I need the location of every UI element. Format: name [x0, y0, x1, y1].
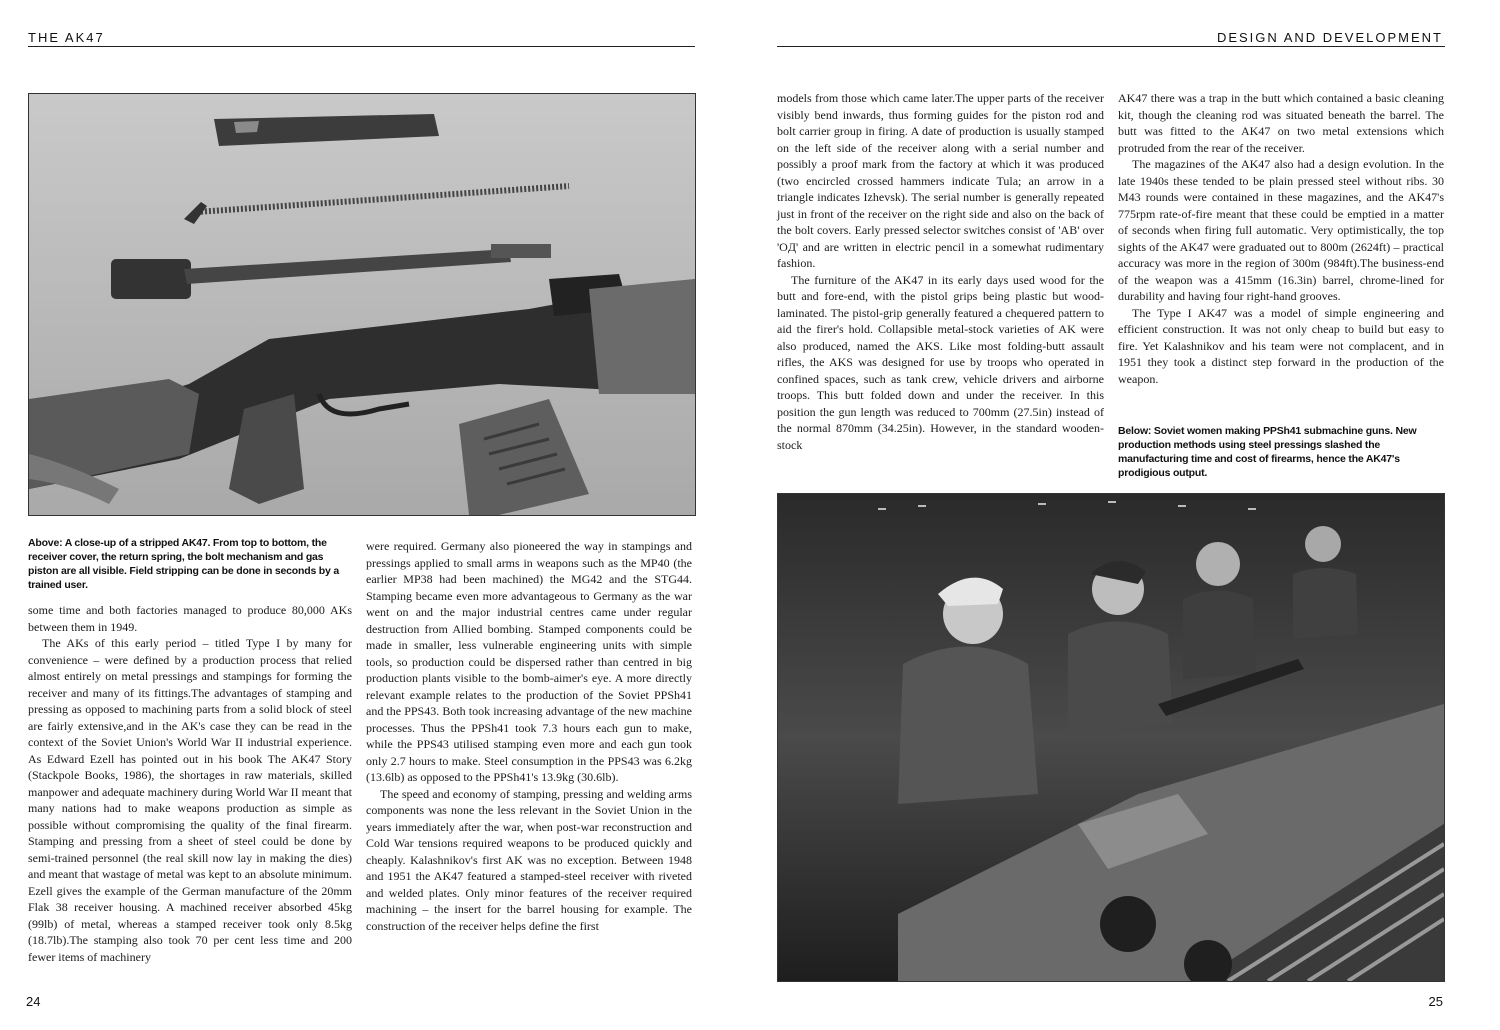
page-number-left: 24 — [26, 994, 41, 1009]
photo-caption-bottom: Below: Soviet women making PPSh41 submachine guns. New production methods using steel pressings slashed the manufacturing time and cost of firearms, hence the AK47's prodigious output. — [1118, 425, 1417, 479]
running-head-right: DESIGN AND DEVELOPMENT — [1216, 30, 1443, 45]
paragraph: models from those which came later.The upper parts of the receiver visibly bend inwards, thus forming guides for the piston rod and bolt carrier group in firing. A date of production is usually stamped on the left side of the receiver along with a serial number and possibly a proof mark from the factory at which it was produced (two encircled crossed hammers indicate Tula; an arrow in a triangle indicates Izhevsk). The serial number is generally repeated just in front of the receiver on the right side and also on the back of the bolt covers. Early pressed selector switches consist of 'AB' over 'OД' and are written in electric pencil in a somewhat rudimentary fashion. — [777, 91, 1104, 270]
paragraph: were required. Germany also pioneered the way in stampings and pressings applied to small arms in weapons such as the MP40 (the earlier MP38 had been machined) the MG42 and the STG44. Stamping became even more advantageous to Germany as the war went on and the major industrial centres came under regular destruction from Allied bombing. Stamped components could be made in smaller, less vulnerable engineering units with simple tools, so production could be dispersed rather than centred in big production plants visible to the bomb-aimer's eye. A more directly relevant example relates to the production of the Soviet PPSh41 and the PPS43. Both took increasing advantage of the new machine processes. Thus the PPSh41 took 7.3 hours each gun to make, while the PPS43 utilised stamping even more and each gun took only 2.7 hours to make. Steel consumption in the PPS43 was 6.2kg (13.6lb) as opposed to the PPSh41's 13.9kg (30.6lb). — [366, 539, 692, 784]
bolt-mechanism — [111, 259, 191, 299]
paragraph: The speed and economy of stamping, pressing and welding arms components was none the less relevant in the Soviet Union in the years immediately after the war, when post-war reconstruction and Cold War tensions required weapons to be produced quickly and cheaply. Kalashnikov's first AK was no exception. Between 1948 and 1951 the AK47 featured a stamped-steel receiver with riveted and welded plates. Only minor features of the receiver required machining – the insert for the barrel housing for example. The construction of the receiver helps define the first — [366, 786, 692, 933]
paragraph: The magazines of the AK47 also had a design evolution. In the late 1940s these tended to be plain pressed steel without ribs. 30 M43 rounds were contained in these magazines, and the AK47's 775rpm rate-of-fire meant that these could be emptied in a matter of seconds when firing full automatic. Very optimistically, the top sights of the AK47 were graduated out to 800m (2624ft) – practical accuracy was more in the region of 300m (984ft).The business-end of the weapon was a 415mm (16.3in) barrel, chrome-lined for durability and having four right-hand grooves. — [1118, 157, 1444, 303]
paragraph: AK47 there was a trap in the butt which contained a basic cleaning kit, though the cleaning rod was situated beneath the barrel. The butt was fitted to the AK47 on two metal extensions which protruded from the rear of the receiver. — [1118, 91, 1444, 155]
header-rule-right — [777, 46, 1445, 47]
header-rule-left — [28, 46, 695, 47]
text-column-2 — [366, 538, 692, 934]
text-column-4 — [1118, 90, 1444, 387]
factory-workers-photo — [777, 493, 1445, 982]
right-page — [750, 0, 1500, 1030]
photo-caption-top: Above: A close-up of a stripped AK47. From top to bottom, the receiver cover, the return spring, the bolt mechanism and gas piston are all visible. Field stripping can be done in seconds by a trained user. — [28, 537, 340, 591]
text-column-1 — [28, 602, 352, 965]
page-number-right: 25 — [1428, 994, 1443, 1009]
text-column-3 — [777, 90, 1104, 453]
paragraph: some time and both factories managed to produce 80,000 AKs between them in 1949. — [28, 603, 352, 634]
running-head-left: THE AK47 — [28, 30, 105, 45]
paragraph: The Type I AK47 was a model of simple engineering and efficient construction. It was not only cheap to build but easy to fire. Yet Kalashnikov and his team were not complacent, and in 1951 they took a distinct step forward in the production of the weapon. — [1118, 305, 1444, 386]
stripped-ak47-photo — [28, 93, 696, 516]
paragraph: The furniture of the AK47 in its early days used wood for the butt and fore-end, with the pistol grips being plastic but wood-laminated. The pistol-grip generally featured a chequered pattern to aid the firer's hold. Collapsible metal-stock varieties of AK were also produced, named the AKS. Like most folding-butt assault rifles, the AKS was designed for use by troops who operated in confined spaces, such as tank crew, vehicle drivers and airborne troops. This butt folded down and under the receiver. In this position the gun length was reduced to 700mm (27.5in) instead of the normal 870mm (34.25in). However, in the standard wooden-stock — [777, 272, 1104, 452]
paragraph: The AKs of this early period – titled Type I by many for convenience – were defined by a production process that relied almost entirely on metal pressings and stampings for forming the receiver and many of its fittings.The advantages of stamping and pressing as opposed to machining parts from a solid block of steel are fairly extensive,and in the AK's case they can be read in the context of the Soviet Union's World War II industrial experience. As Edward Ezell has pointed out in his book The AK47 Story (Stackpole Books, 1986), the shortages in raw materials, skilled manpower and adequate machinery during World War II meant that many nations had to make weapons production as simple as possible without compromising the quality of the final firearm. Stamping and pressing from a sheet of steel could be done by semi-trained personnel (the real skill now lay in making the dies) and meant that wastage of metal was kept to an absolute minimum. Ezell gives the example of the German manufacture of the 20mm Flak 38 receiver housing. A machined receiver absorbed 45kg (99lb) of metal, whereas a stamped receiver took only 8.5kg (18.7lb).The stamping also took 70 per cent less time and 200 fewer items of machinery — [28, 636, 352, 964]
